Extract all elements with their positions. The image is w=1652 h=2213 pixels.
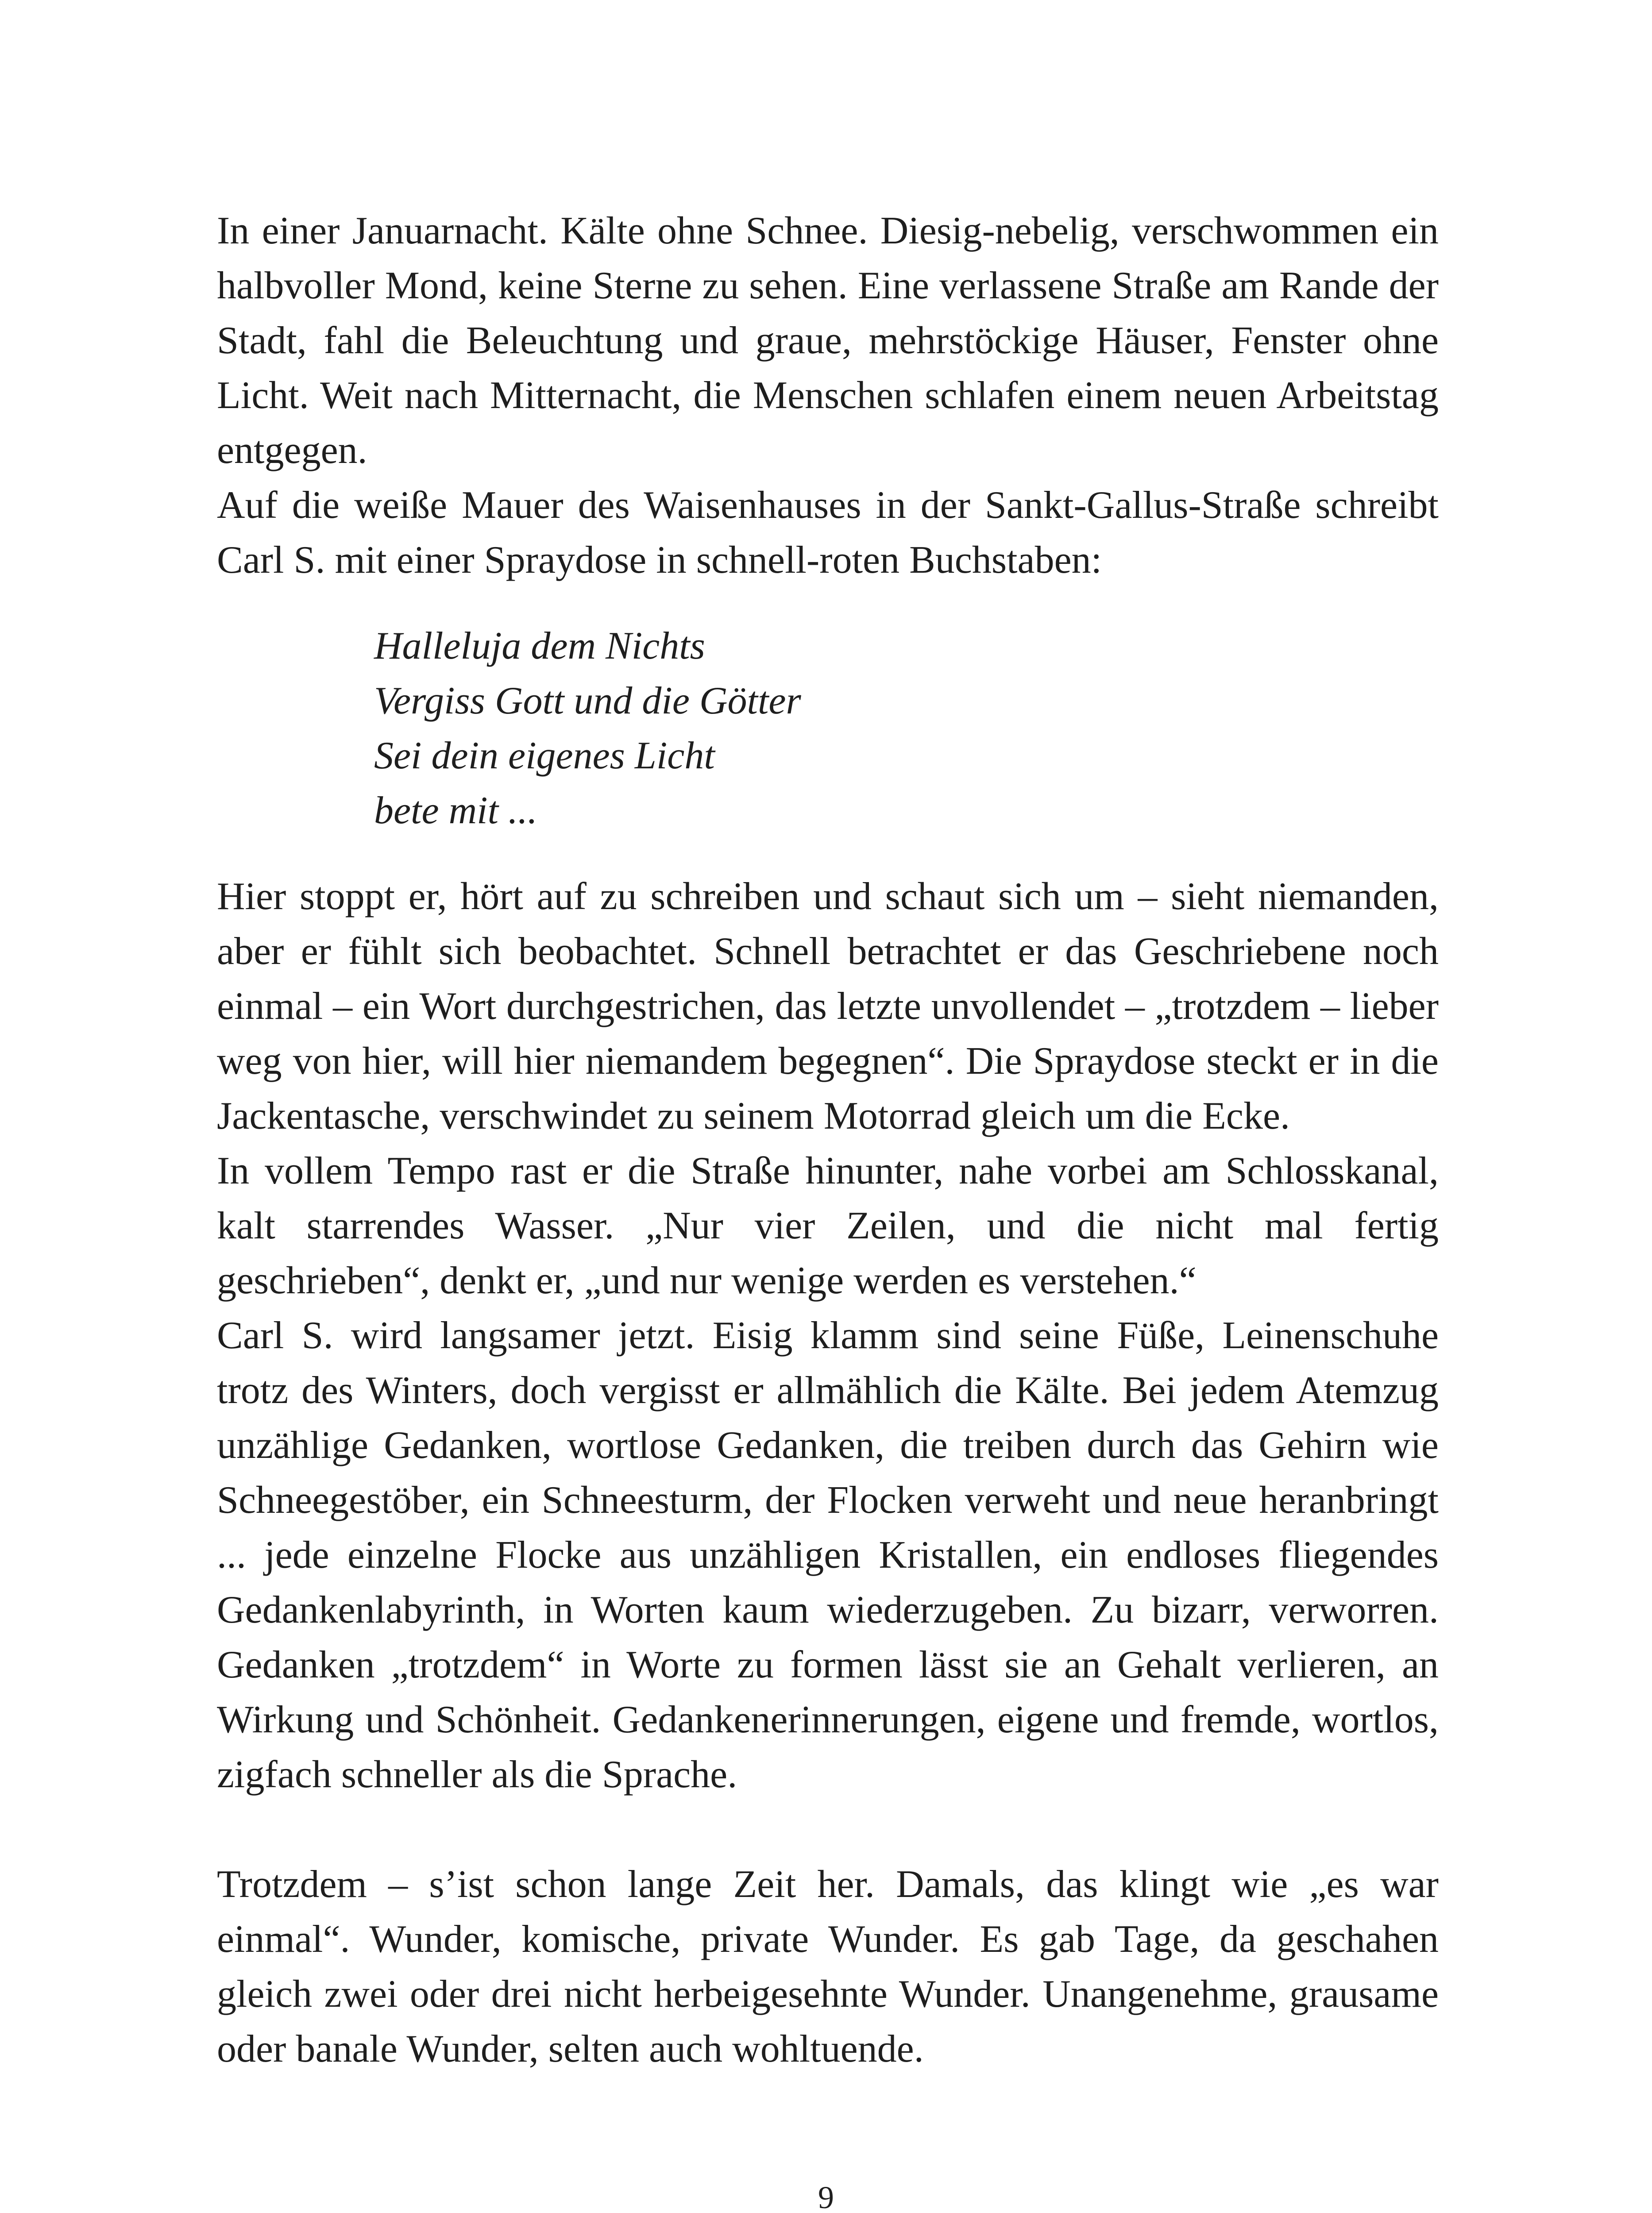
body-text xyxy=(217,204,1439,2077)
page-number: 9 xyxy=(818,2180,834,2213)
paragraph-wall-writing: Auf die weiße Mauer des Waisenhauses in der Sankt-Gallus-Straße schreibt Carl S. mit einer Spraydose in schnell-roten Buchstaben: xyxy=(217,484,1439,582)
poem-line: Vergiss Gott und die Götter xyxy=(374,679,801,722)
paragraph-stops-writing: Hier stoppt er, hört auf zu schreiben und schaut sich um – sieht niemanden, aber er fühlt sich beobachtet. Schnell betrachtet er das Geschriebene noch einmal – ein Wort durchgestrichen, das letzte unvollendet – „trotzdem – lieber weg von hier, will hier niemandem begegnen“. Die Spraydose steckt er in die Jackentasche, verschwindet zu seinem Motorrad gleich um die Ecke. xyxy=(217,875,1439,1137)
poem xyxy=(374,619,1439,838)
paragraph-thoughts: Carl S. wird langsamer jetzt. Eisig klamm sind seine Füße, Leinenschuhe trotz des Winters, doch vergisst er allmählich die Kälte. Bei jedem Atemzug unzählige Gedanken, wortlose Gedanken, die treiben durch das Gehirn wie Schneegestöber, ein Schneesturm, der Flocken verweht und neue heranbringt ... jede einzelne Flocke aus unzähligen Kristallen, ein endloses fliegendes Gedankenlabyrinth, in Worten kaum wiederzugeben. Zu bizarr, verworren. Gedanken „trotzdem“ in Worte zu formen lässt sie an Gehalt verlieren, an Wirkung und Schönheit. Gedankenerinnerungen, eigene und fremde, wortlos, zigfach schneller als die Sprache. xyxy=(217,1314,1439,1796)
paragraph-intro: In einer Januarnacht. Kälte ohne Schnee. Diesig-nebelig, verschwommen ein halbvoller Mond, keine Sterne zu sehen. Eine verlassene Straße am Rande der Stadt, fahl die Beleuchtung und graue, mehrstöckige Häuser, Fenster ohne Licht. Weit nach Mitternacht, die Menschen schlafen einem neuen Arbeitstag entgegen. xyxy=(217,209,1439,472)
paragraph-gap xyxy=(217,1802,1439,1857)
poem-line: bete mit ... xyxy=(374,789,538,832)
paragraph-ride: In vollem Tempo rast er die Straße hinunter, nahe vorbei am Schlosskanal, kalt starrendes Wasser. „Nur vier Zeilen, und die nicht mal fertig geschrieben“, denkt er, „und nur wenige werden es verstehen.“ xyxy=(217,1149,1439,1302)
poem-line: Halleluja dem Nichts xyxy=(374,625,705,667)
paragraph-wonders: Trotzdem – s’ist schon lange Zeit her. Damals, das klingt wie „es war einmal“. Wunder, komische, private Wunder. Es gab Tage, da geschahen gleich zwei oder drei nicht herbeigesehnte Wunder. Unangenehme, grausame oder banale Wunder, selten auch wohltuende. xyxy=(217,1863,1439,2070)
poem-line: Sei dein eigenes Licht xyxy=(374,734,715,777)
